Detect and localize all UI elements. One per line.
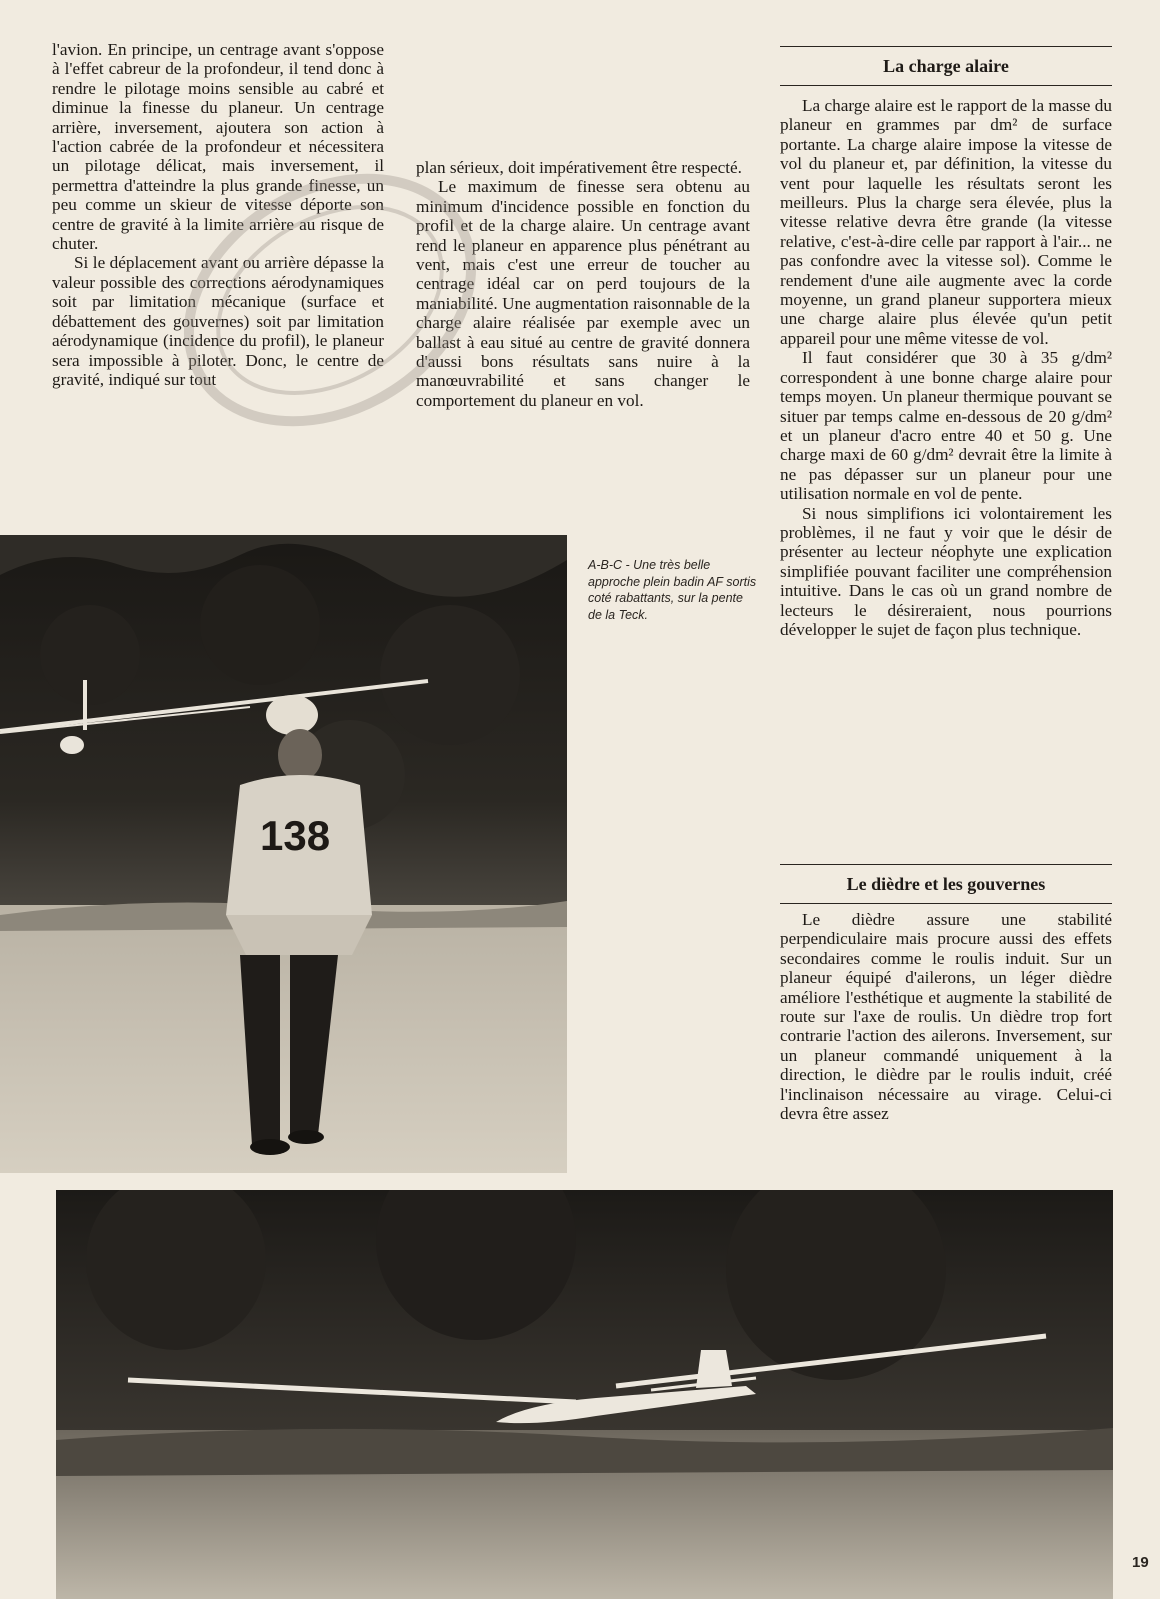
paragraph: Il faut considérer que 30 à 35 g/dm² correspondent à une bonne charge alaire pour temps moyen. Un planeur thermique pouvant se situer par temps calme en-dessous de 20 g/dm² et un planeur d'acro entre 40 et 50 g. Une charge maxi de 60 g/dm² devrait être la limite à ne pas dépasser sur un planeur pour une utilisation normale en vol de pente. <box>780 348 1112 504</box>
paragraph: Le maximum de finesse sera obtenu au minimum d'incidence possible en fonction du profil et de la charge alaire. Un centrage avant rend le planeur en apparence plus pénétrant au vent, mais c'est une erreur de toucher au centrage idéal car on perd toujours de la maniabilité. Une augmentation raisonnable de la charge alaire réalisée par exemple avec un ballast à eau situé au centre de gravité donnera d'aussi bons résultats sans nuire à la manœuvrabilité et sans changer le comportement du planeur en vol. <box>416 177 750 410</box>
photo-pilot-glider <box>0 535 567 1173</box>
photo-caption: A-B-C - Une très belle approche plein badin AF sortis coté rabattants, sur la pente de la Teck. <box>588 558 757 622</box>
sidebar-heading-charge-alaire: La charge alaire <box>780 46 1112 86</box>
sidebar-heading-diedre: Le dièdre et les gouvernes <box>780 864 1112 904</box>
paragraph: La charge alaire est le rapport de la masse du planeur en grammes par dm² de surface portante. La charge alaire impose la vitesse de vol du planeur et, par définition, la vitesse du vent pour laquelle les résultats seront les meilleurs. Plus la charge sera élevée, plus la vitesse relative devra être grande (la vitesse relative, c'est-à-dire celle par rapport à l'air... ne pas confondre avec la vitesse sol). Comme le rendement d'une aile augmente avec la corde moyenne, un grand planeur supportera mieux une charge alaire plus élevée qu'un petit appareil pour une même vitesse de vol. <box>780 96 1112 348</box>
paragraph: Le dièdre assure une stabilité perpendiculaire mais procure aussi des effets secondaires comme le roulis induit. Sur un planeur équipé d'ailerons, un léger dièdre améliore l'esthétique et augmente la stabilité de route sur l'axe de roulis. Un dièdre trop fort contrarie l'action des ailerons. Inversement, sur un planeur commandé uniquement à la direction, le dièdre par le roulis induit, créé l'inclinaison nécessaire au virage. Celui-ci devra être assez <box>780 910 1112 1124</box>
photo-glider-landing <box>56 1190 1113 1599</box>
article-column-2 <box>416 158 750 410</box>
paragraph: l'avion. En principe, un centrage avant s'oppose à l'effet cabreur de la profondeur, il tend donc à rendre le pilotage moins sensible au cabré et diminue la finesse du planeur. Un centrage arrière, inversement, ajoutera son action à l'action cabrée de la profondeur et nécessitera un pilotage délicat, mais inversement, il permettra d'atteindre la plus grande finesse, un peu comme un skieur de vitesse déporte son centre de gravité à la limite arrière au risque de chuter. <box>52 40 384 254</box>
paragraph: Si nous simplifions ici volontairement les problèmes, il ne faut y voir que le désir de présenter au lecteur néophyte une explication simplifiée pouvant faciliter une compréhension intuitive. Dans le cas où un grand nombre de lecteurs le désireraient, nous pourrions développer le sujet de façon plus technique. <box>780 503 1112 639</box>
page-number: 19 <box>1132 1554 1149 1571</box>
paragraph: Si le déplacement avant ou arrière dépasse la valeur possible des corrections aérodynamiques soit par limitation mécanique (surface et débattement des gouvernes) soit par limitation aérodynamique (incidence du profil), le planeur sera impossible à piloter. Donc, le centre de gravité, indiqué sur tout <box>52 253 384 389</box>
sidebar-charge-alaire <box>780 96 1112 639</box>
bib-number: 138 <box>260 812 331 859</box>
sidebar-diedre <box>780 910 1112 1123</box>
paragraph: plan sérieux, doit impérativement être respecté. <box>416 158 742 177</box>
article-column-1 <box>52 40 384 389</box>
